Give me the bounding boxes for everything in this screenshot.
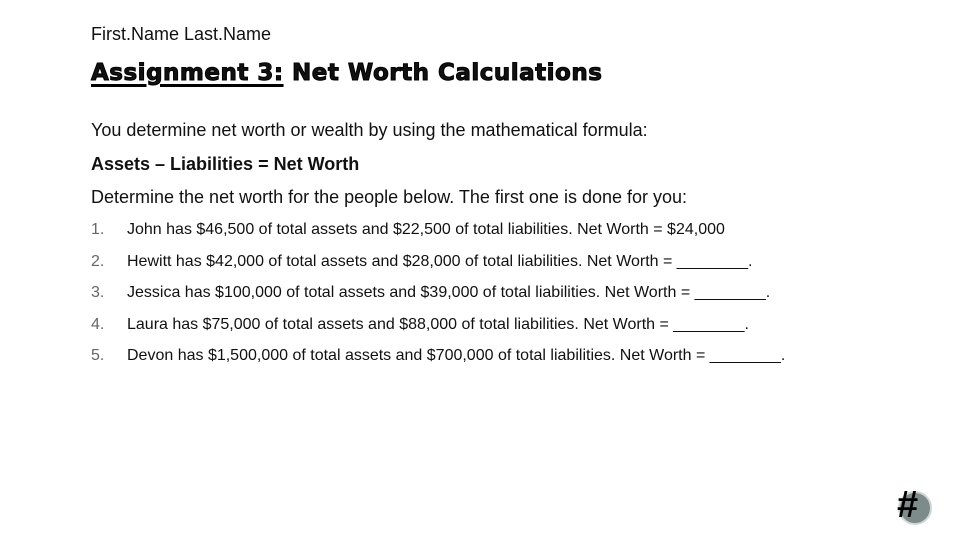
item-number: 5. <box>91 347 105 364</box>
list-item <box>91 253 752 271</box>
title-topic: Net Worth Calculations <box>283 60 603 86</box>
item-number: 2. <box>91 253 105 270</box>
list-item <box>91 221 725 239</box>
item-text: Laura has $75,000 of total assets and $88,000 of total liabilities. Net Worth = ________. <box>127 316 749 333</box>
list-item <box>91 284 770 302</box>
title-assignment: Assignment 3: <box>91 60 284 86</box>
item-text: Jessica has $100,000 of total assets and $39,000 of total liabilities. Net Worth = ________. <box>127 284 771 301</box>
item-text: Devon has $1,500,000 of total assets and $700,000 of total liabilities. Net Worth = ________. <box>127 347 786 364</box>
item-number: 3. <box>91 284 105 301</box>
item-number: 1. <box>91 221 105 238</box>
list-item <box>91 316 749 334</box>
item-number: 4. <box>91 316 105 333</box>
instructions-text: Determine the net worth for the people below. The first one is done for you: <box>91 187 688 207</box>
item-text: Hewitt has $42,000 of total assets and $28,000 of total liabilities. Net Worth = ________. <box>127 253 753 270</box>
student-name: First.Name Last.Name <box>91 24 272 44</box>
formula-text: Assets – Liabilities = Net Worth <box>91 154 360 174</box>
list-item <box>91 347 785 365</box>
page-title <box>91 60 602 86</box>
intro-text: You determine net worth or wealth by using the mathematical formula: <box>91 120 648 140</box>
item-text: John has $46,500 of total assets and $22,500 of total liabilities. Net Worth = $24,000 <box>127 221 725 238</box>
hash-icon: # <box>897 484 919 526</box>
